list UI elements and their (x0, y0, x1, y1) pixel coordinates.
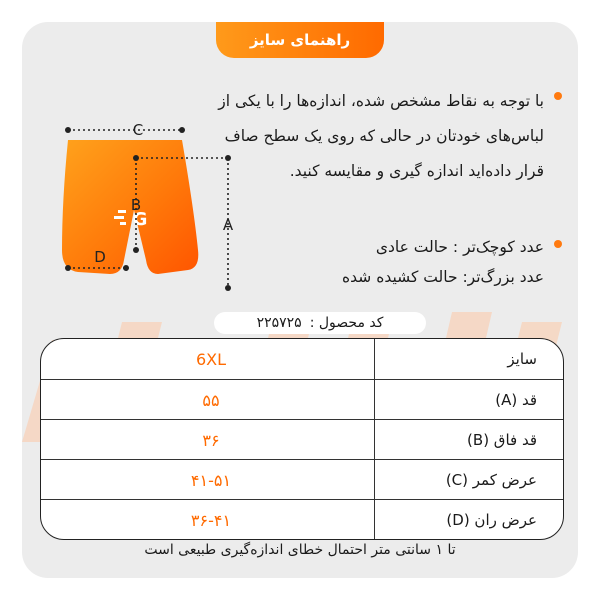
bullet-icon (554, 240, 562, 248)
product-code-value: ۲۲۵۷۲۵ (256, 315, 302, 331)
product-code-badge (214, 312, 426, 334)
dimension-a-label: A (222, 216, 234, 234)
table-header-row (41, 339, 563, 379)
size-table (40, 338, 564, 540)
size-guide-title: راهنمای سایز (216, 22, 384, 58)
dimension-b-label: B (130, 196, 142, 214)
table-row: قد فاق (B) ۳۶ (41, 419, 563, 460)
measurement-error-note: تا ۱ سانتی متر احتمال خطای اندازه‌گیری طبیعی است (144, 542, 456, 558)
svg-text:G: G (132, 209, 148, 230)
size-note (214, 232, 544, 292)
size-header-value: 6XL (195, 349, 227, 369)
table-row: عرض ران (D) ۳۶-۴۱ (41, 499, 563, 540)
note-stretched: عدد بزرگ‌تر: حالت کشیده شده (342, 268, 544, 286)
size-guide-card (22, 22, 578, 578)
shorts-diagram (48, 100, 234, 280)
table-row: قد (A) ۵۵ (41, 379, 563, 420)
table-row: عرض کمر (C) ۴۱-۵۱ (41, 459, 563, 500)
bullet-icon (554, 92, 562, 100)
product-code-label: کد محصول : (309, 315, 384, 331)
dimension-c-label: C (132, 121, 144, 139)
dimension-d-label: D (94, 248, 106, 266)
size-header-label: سایز (507, 350, 537, 368)
note-normal: عدد کوچک‌تر : حالت عادی (375, 238, 544, 256)
measurement-instructions: با توجه به نقاط مشخص شده، اندازه‌ها را با یکی از لباس‌های خودتان در حالی که روی یک سطح صاف قرار داده‌اید اندازه گیری و مقایسه کنید. (214, 84, 544, 189)
